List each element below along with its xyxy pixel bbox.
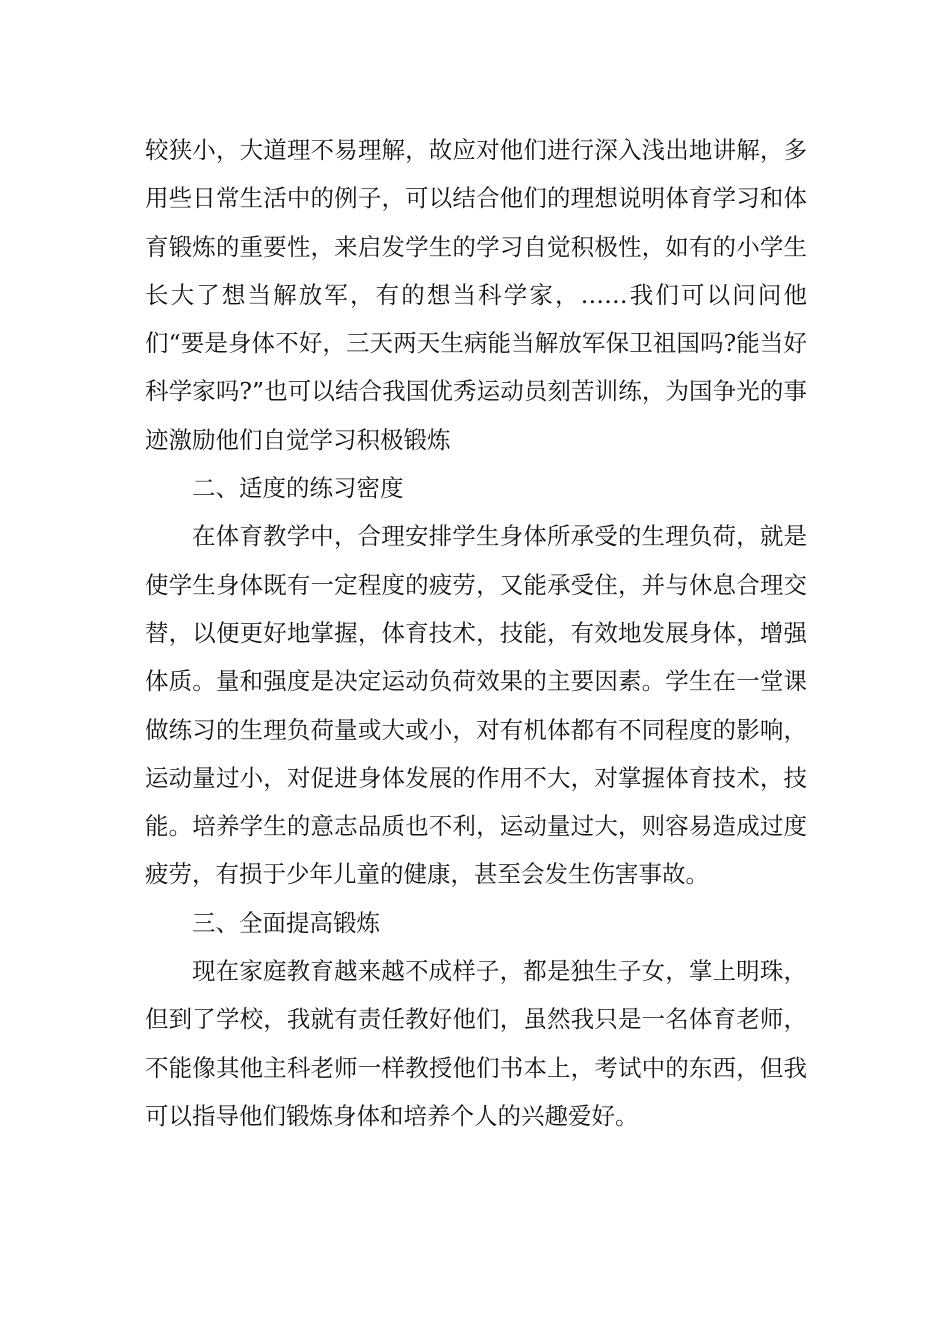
paragraph-continuation: 较狭小，大道理不易理解，故应对他们进行深入浅出地讲解，多用些日常生活中的例子，可以结合他们的理想说明体育学习和体育锻炼的重要性，来启发学生的学习自觉积极性，如有的小学生长大了想当解放军，有的想当科学家，……我们可以问问他们“要是身体不好，三天两天生病能当解放军保卫祖国吗?能当好科学家吗?”也可以结合我国优秀运动员刻苦训练，为国争光的事迹激励他们自觉学习积极锻炼: [145, 136, 807, 454]
document-body: [145, 126, 807, 1140]
paragraph-exercise-density: 在体育教学中，合理安排学生身体所承受的生理负荷，就是使学生身体既有一定程度的疲劳，又能承受住，并与休息合理交替，以便更好地掌握，体育技术，技能，有效地发展身体，增强体质。量和强度是决定运动负荷效果的主要因素。学生在一堂课做练习的生理负荷量或大或小，对有机体都有不同程度的影响，运动量过小，对促进身体发展的作用不大，对掌握体育技术，技能。培养学生的意志品质也不利，运动量过大，则容易造成过度疲劳，有损于少年儿童的健康，甚至会发生伤害事故。: [145, 522, 807, 889]
paragraph-comprehensive-training: 现在家庭教育越来越不成样子，都是独生子女，掌上明珠，但到了学校，我就有责任教好他们，虽然我只是一名体育老师，不能像其他主科老师一样教授他们书本上，考试中的东西，但我可以指导他们锻炼身体和培养个人的兴趣爱好。: [145, 957, 807, 1130]
section-heading-2: 二、适度的练习密度: [192, 474, 404, 503]
section-heading-3: 三、全面提高锻炼: [192, 908, 380, 937]
